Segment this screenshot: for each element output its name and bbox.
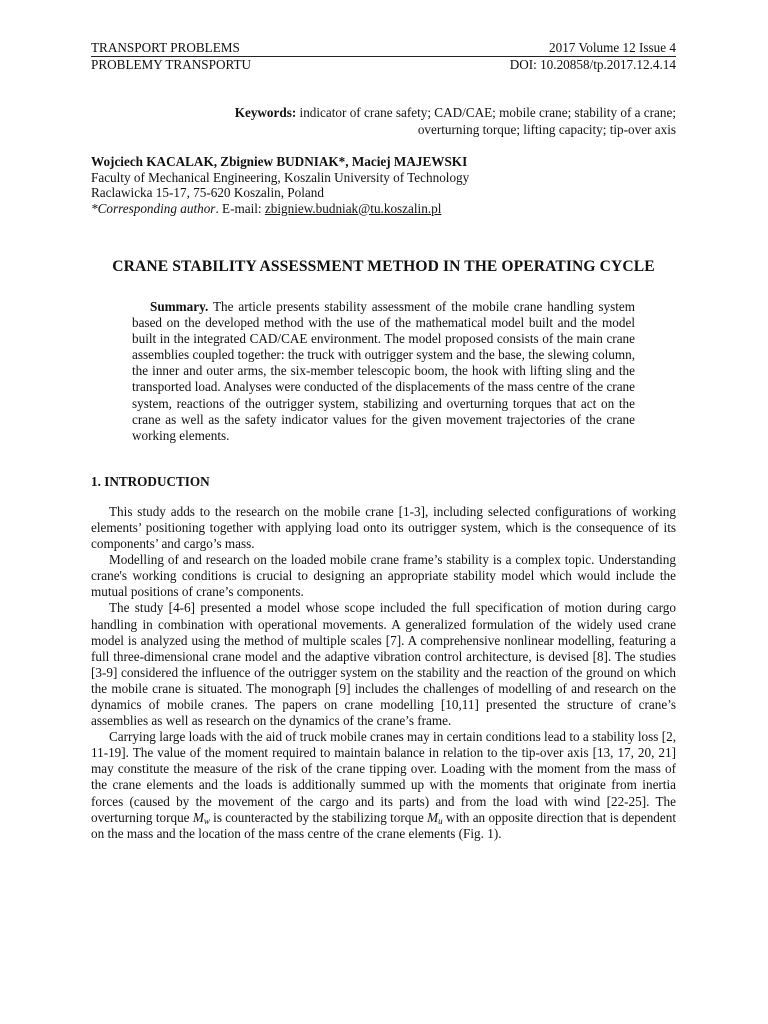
paragraph-3: The study [4-6] presented a model whose scope included the full specification of motion during cargo handling in combination with operational movements. A generalized formulation of the widely used crane model is analyzed using the method of multiple scales [7]. A comprehensive nonlinear modelling, featuring a full three-dimensional crane model and the adaptive vibration control architecture, is devised [8]. The studies [3-9] considered the influence of the outrigger system on the stability and the reaction of the ground on which the mobile crane is situated. The monograph [9] includes the challenges of modelling of and research on the dynamics of mobile cranes. The papers on crane modelling [10,11] presented the structure of crane’s assemblies as well as research on the dynamics of the crane’s frame.	[91, 600, 676, 729]
symbol-m-w	[193, 810, 210, 825]
running-header-bottom	[91, 57, 676, 73]
subscript-u: u	[438, 815, 443, 826]
paragraph-4-part-b: is counteracted by the stabilizing torque	[209, 809, 428, 825]
corresponding-label: *Corresponding author	[91, 200, 216, 216]
address: Raclawicka 15-17, 75-620 Koszalin, Poland	[91, 185, 324, 200]
subscript-w: w	[203, 815, 210, 826]
volume-issue: 2017 Volume 12 Issue 4	[549, 40, 676, 55]
keywords-text: indicator of crane safety; CAD/CAE; mobile crane; stability of a crane; overturning torque; lifting capacity; tip-over axis	[299, 105, 676, 137]
summary-text: The article presents stability assessment of the mobile crane handling system based on the developed method with the use of the mathematical model built and the model built in the integrated CAD/CAE environment. The model proposed consists of the main crane assemblies coupled together: the truck with outrigger system and the base, the slewing column, the inner and outer arms, the six-member telescopic boom, the hook with lifting sling and the transported load. Analyses were conducted of the displacements of the mass centre of the crane system, reactions of the outrigger system, stabilizing and overturning torques that act on the crane as well as the safety indicator values for the given movement trajectories of the crane working elements.	[132, 299, 635, 443]
keywords	[91, 104, 676, 138]
email-label: . E-mail:	[215, 200, 265, 216]
symbol-m: M	[427, 809, 439, 825]
author-names: Wojciech KACALAK, Zbigniew BUDNIAK*, Maciej MAJEWSKI	[91, 154, 468, 169]
corresponding-author	[91, 201, 676, 217]
paragraph-1: This study adds to the research on the mobile crane [1-3], including selected configurations of working elements’ positioning together with applying load onto its outrigger system, which is the consequence of its components’ and cargo’s mass.	[91, 503, 676, 552]
symbol-m: M	[192, 809, 204, 825]
author-block	[91, 154, 676, 216]
journal-title-pl: PROBLEMY TRANSPORTU	[91, 57, 252, 72]
symbol-m-u	[427, 810, 443, 825]
running-header-top	[91, 40, 676, 56]
affiliation: Faculty of Mechanical Engineering, Koszalin University of Technology	[91, 169, 470, 185]
paper-page	[91, 40, 676, 842]
paragraph-4	[91, 729, 676, 842]
paragraph-4-part-c: with an opposite direction that is dependent on the mass and the location of the mass centre of the crane elements (Fig. 1).	[91, 809, 677, 841]
section-heading: 1. INTRODUCTION	[91, 473, 210, 489]
summary-label: Summary.	[150, 299, 209, 314]
doi: DOI: 10.20858/tp.2017.12.4.14	[509, 57, 676, 72]
paper-title: CRANE STABILITY ASSESSMENT METHOD IN THE OPERATING CYCLE	[112, 258, 655, 275]
body-text	[91, 504, 676, 842]
paragraph-4-part-a: Carrying large loads with the aid of truck mobile cranes may in certain conditions lead to a stability loss [2, 11-19]. The value of the moment required to maintain balance in relation to the tip-over axis [13, 17, 20, 21] may constitute the measure of the risk of the crane tipping over. Loading with the moment from the mass of the crane elements and the loads is additionally summed up with the moments that originate from inertia forces (caused by the movement of the cargo and its parts) and from the load with wind [22-25]. The overturning torque	[91, 729, 676, 825]
journal-title-en: TRANSPORT PROBLEMS	[91, 40, 240, 55]
summary	[132, 299, 635, 444]
keywords-label: Keywords:	[234, 105, 297, 120]
paragraph-2: Modelling of and research on the loaded mobile crane frame’s stability is a complex topic. Understanding crane's working conditions is crucial to designing an appropriate stability model which would include the mutual positions of crane’s components.	[91, 552, 676, 600]
email-link[interactable]: zbigniew.budniak@tu.koszalin.pl	[264, 200, 442, 216]
